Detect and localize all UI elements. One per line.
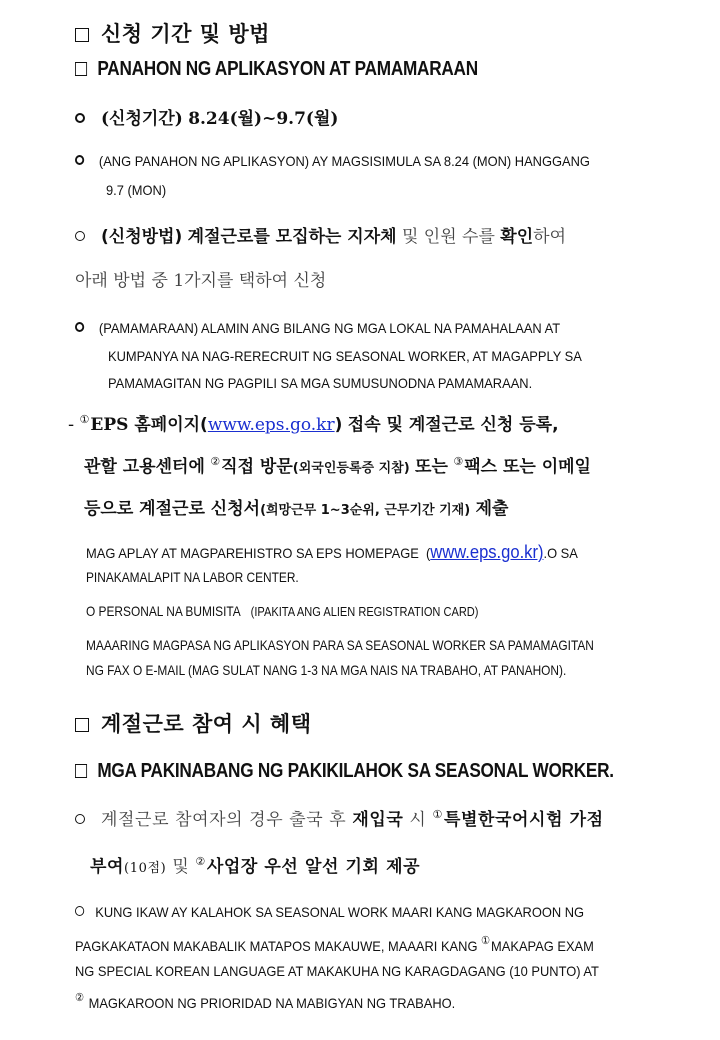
eps-homepage-link-tl[interactable]: www.eps.go.kr) — [430, 542, 544, 562]
section2-title-ko: 계절근로 참여 시 혜택 — [75, 708, 312, 738]
option-tl-line5: NG FAX O E-MAIL (MAG SULAT NANG 1-3 NA MGA NAIS NA TRABAHO, AT PANAHON). — [86, 662, 567, 678]
option-tl-line4: MAAARING MAGPASA NG APLIKASYON PARA SA SEASONAL WORKER SA PAMAMAGITAN — [86, 637, 594, 653]
benefit-ko-line1: 계절근로 참여자의 경우 출국 후 재입국 시 ①특별한국어시험 가점 — [75, 805, 604, 830]
benefit-tl-line2: PAGKAKATAON MAKABALIK MATAPOS MAKAUWE, MAAARI KANG ①MAKAPAG EXAM — [75, 935, 594, 954]
bullet-circle-icon — [75, 906, 84, 916]
option1-ko-line: - ①EPS 홈페이지(www.eps.go.kr) 접속 및 계절근로 신청 등록, — [68, 413, 559, 435]
checkbox-square-icon — [75, 764, 87, 778]
bullet-circle-icon — [75, 231, 85, 241]
checkbox-square-icon — [75, 62, 87, 76]
method-ko-line1: (신청방법) 계절근로를 모집하는 지자체 및 인원 수를 확인하여 — [75, 222, 566, 247]
option-tl-line1: MAG APLAY AT MAGPAREHISTRO SA EPS HOMEPAGE (www.eps.go.kr).O SA — [86, 542, 578, 562]
eps-homepage-link[interactable]: www.eps.go.kr — [207, 415, 335, 435]
period-ko-line: (신청기간) 8.24(월)~9.7(월) — [75, 104, 338, 129]
method-ko-line2: 아래 방법 중 1가지를 택하여 신청 — [75, 271, 327, 291]
checkbox-square-icon — [75, 718, 89, 732]
benefit-tl-line4: ② MAGKAROON NG PRIORIDAD NA MABIGYAN NG TRABAHO. — [75, 992, 456, 1011]
section2-title-tl: MGA PAKINABANG NG PAKIKILAHOK SA SEASONAL WORKER. — [75, 760, 614, 783]
bullet-circle-icon — [75, 814, 85, 824]
option2-ko-line: 관할 고용센터에 ②직접 방문(외국인등록증 지참) 또는 ③팩스 또는 이메일 — [84, 455, 591, 477]
section1-title-tl: PANAHON NG APLIKASYON AT PAMAMARAAN — [75, 58, 478, 81]
period-tl-line1: (ANG PANAHON NG APLIKASYON) AY MAGSISIMULA SA 8.24 (MON) HANGGANG — [75, 153, 590, 169]
method-tl-line3: PAMAMAGITAN NG PAGPILI SA MGA SUMUSUNODNA PAMAMARAAN. — [108, 375, 533, 391]
benefit-tl-line3: NG SPECIAL KOREAN LANGUAGE AT MAKAKUHA NG KARAGDAGANG (10 PUNTO) AT — [75, 963, 599, 979]
period-tl-line2: 9.7 (MON) — [106, 182, 167, 198]
benefit-tl-line1: KUNG IKAW AY KALAHOK SA SEASONAL WORK MAARI KANG MAGKAROON NG — [75, 904, 584, 920]
bullet-circle-icon — [75, 113, 85, 123]
option3-ko-line: 등으로 계절근로 신청서(희망근무 1~3순위, 근무기간 기재) 제출 — [84, 499, 509, 519]
method-tl-line2: KUMPANYA NA NAG-RERECRUIT NG SEASONAL WORKER, AT MAGAPPLY SA — [108, 348, 582, 364]
checkbox-square-icon — [75, 28, 89, 42]
option-tl-line2: PINAKAMALAPIT NA LABOR CENTER. — [86, 569, 299, 585]
option-tl-line3: O PERSONAL NA BUMISITA (IPAKITA ANG ALIEN REGISTRATION CARD) — [86, 603, 479, 619]
section1-title-ko: 신청 기간 및 방법 — [75, 18, 270, 48]
benefit-ko-line2: 부여(10점) 및 ②사업장 우선 알선 기회 제공 — [90, 855, 421, 877]
bullet-circle-icon — [75, 155, 84, 165]
method-tl-line1: (PAMAMARAAN) ALAMIN ANG BILANG NG MGA LOKAL NA PAMAHALAAN AT — [75, 320, 560, 336]
bullet-circle-icon — [75, 322, 84, 332]
